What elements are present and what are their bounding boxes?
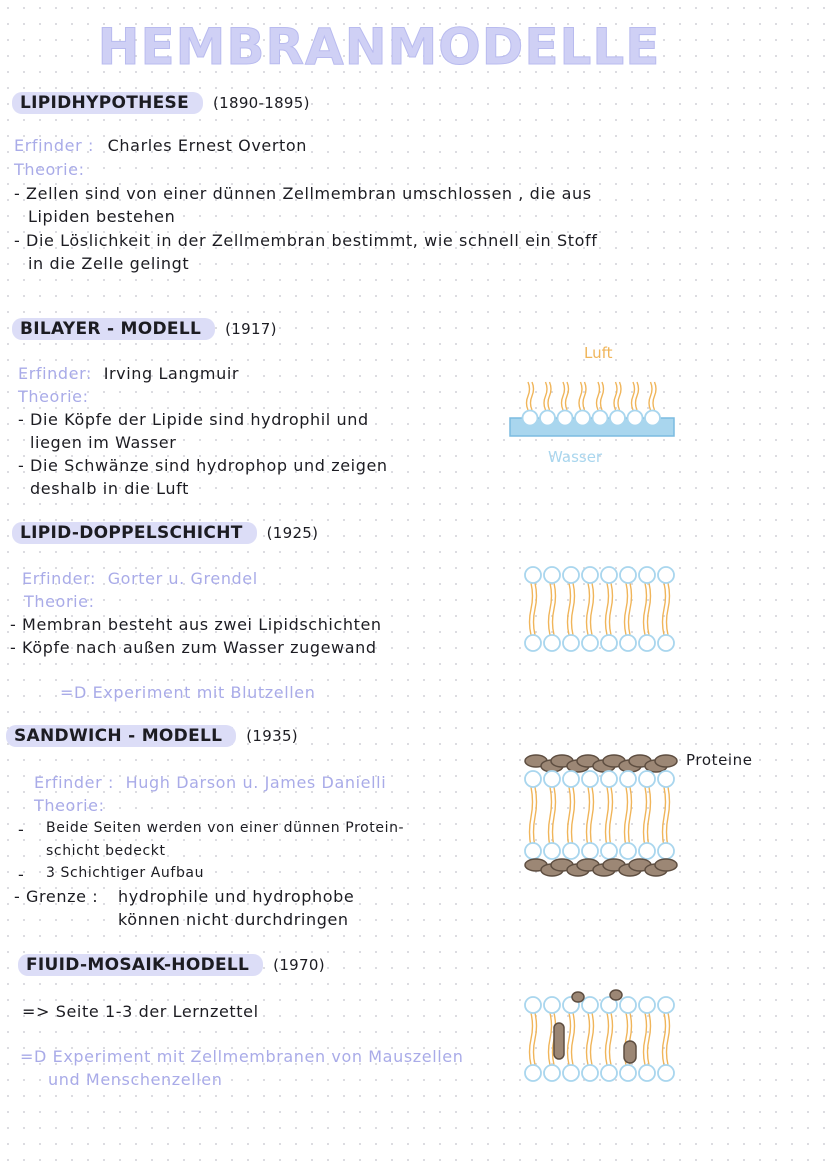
lipid-head bbox=[620, 1065, 636, 1081]
lipid-tail bbox=[549, 1013, 552, 1065]
air-label: Luft bbox=[584, 344, 613, 362]
protein-blob bbox=[655, 859, 677, 871]
lipid-head bbox=[544, 843, 560, 859]
lipid-heading-year: (1890-1895) bbox=[213, 94, 310, 112]
lipid-head bbox=[620, 843, 636, 859]
fluid-note-2: und Menschenzellen bbox=[48, 1070, 223, 1089]
bilayer-line-4: deshalb in die Luft bbox=[30, 479, 189, 498]
lipid-tail bbox=[568, 787, 571, 847]
sandwich-inventor-label: Erfinder : bbox=[34, 773, 114, 792]
lipid-head bbox=[582, 771, 598, 787]
lipid-tail bbox=[591, 787, 594, 847]
lipid-head bbox=[525, 843, 541, 859]
bilayer-line-1: - Die Köpfe der Lipide sind hydrophil und bbox=[18, 410, 369, 429]
fluid-mosaic-diagram bbox=[520, 985, 680, 1085]
lipid-tail bbox=[601, 382, 604, 410]
bilayer-heading-year: (1917) bbox=[225, 320, 277, 338]
lipid-tail bbox=[544, 382, 547, 410]
lipid-tail bbox=[562, 382, 565, 410]
lipid-tail bbox=[548, 382, 551, 410]
lipid-head bbox=[582, 567, 598, 583]
water-label: Wasser bbox=[548, 448, 603, 466]
lipid-heading-title: LIPIDHYPOTHESE bbox=[12, 92, 203, 114]
bilayer-theory-label: Theorie: bbox=[18, 387, 89, 406]
sandwich-line-3: 3 Schichtiger Aufbau bbox=[46, 865, 205, 881]
lipid-tail bbox=[527, 382, 530, 410]
lipid-head bbox=[658, 635, 674, 651]
lipid-head bbox=[658, 567, 674, 583]
sandwich-inventor-row bbox=[34, 773, 386, 792]
lipid-tail bbox=[629, 583, 632, 635]
lipid-head bbox=[544, 1065, 560, 1081]
lipid-head bbox=[563, 567, 579, 583]
lipid-head bbox=[639, 771, 655, 787]
lipid-tail bbox=[606, 583, 609, 635]
lipid-head bbox=[610, 411, 625, 426]
lipid-head bbox=[523, 411, 538, 426]
bilayer-heading-title: BILAYER - MODELL bbox=[12, 318, 215, 340]
lipid-tail bbox=[583, 382, 586, 410]
protein-integral-2 bbox=[624, 1041, 636, 1063]
lipid-head bbox=[582, 997, 598, 1013]
lipid-head bbox=[639, 843, 655, 859]
lipid-tail bbox=[610, 583, 613, 635]
bilayer-inventor-label: Erfinder: bbox=[18, 364, 92, 383]
lipid-tail bbox=[667, 787, 670, 847]
sandwich-bullet-2: - bbox=[18, 865, 25, 884]
lipid-head bbox=[593, 411, 608, 426]
lipid-tail bbox=[549, 787, 552, 847]
lipid-tail bbox=[531, 382, 534, 410]
lipid-tail bbox=[667, 583, 670, 635]
bilayer-line-2: liegen im Wasser bbox=[30, 433, 177, 452]
monolayer-diagram bbox=[500, 338, 690, 473]
lipid-tail bbox=[591, 1013, 594, 1065]
lipid-tail bbox=[653, 382, 656, 410]
sandwich-heading-year: (1935) bbox=[246, 727, 298, 745]
doppel-inventor-label: Erfinder: bbox=[22, 569, 96, 588]
lipid-tail bbox=[663, 1013, 666, 1065]
lipid-tail bbox=[553, 787, 556, 847]
protein-peripheral-2 bbox=[610, 990, 622, 1000]
lipid-head bbox=[658, 997, 674, 1013]
lipid-head bbox=[628, 411, 643, 426]
lipid-head bbox=[601, 635, 617, 651]
lipid-head bbox=[563, 843, 579, 859]
bilayer-heads bbox=[525, 567, 674, 651]
lipid-tail bbox=[553, 583, 556, 635]
lipid-head bbox=[639, 635, 655, 651]
lipid-tail bbox=[625, 583, 628, 635]
lipid-head bbox=[525, 635, 541, 651]
doppel-inventor-row bbox=[22, 569, 258, 588]
lipid-tail bbox=[566, 382, 569, 410]
lipid-head bbox=[658, 1065, 674, 1081]
lipid-head bbox=[540, 411, 555, 426]
sandwich-line-5: können nicht durchdringen bbox=[118, 910, 349, 929]
lipid-tail bbox=[549, 583, 552, 635]
lipid-tails bbox=[527, 382, 657, 410]
protein-layer-bottom bbox=[525, 859, 677, 876]
lipid-tail bbox=[606, 1013, 609, 1065]
lipid-tail bbox=[618, 382, 621, 410]
protein-peripheral-1 bbox=[572, 992, 584, 1002]
bilayer-diagram bbox=[520, 563, 680, 655]
lipid-line-2: Lipiden bestehen bbox=[28, 207, 176, 226]
lipid-head bbox=[563, 635, 579, 651]
lipid-head bbox=[544, 567, 560, 583]
lipid-tail bbox=[610, 1013, 613, 1065]
lipid-head bbox=[582, 1065, 598, 1081]
sandwich-line-2: schicht bedeckt bbox=[46, 843, 166, 859]
fluid-tails bbox=[530, 1013, 670, 1065]
doppel-theory-label: Theorie: bbox=[24, 592, 95, 611]
lipid-tail bbox=[597, 382, 600, 410]
doppel-line-2: - Köpfe nach außen zum Wasser zugewand bbox=[10, 638, 377, 657]
sandwich-heading-title: SANDWICH - MODELL bbox=[6, 725, 236, 747]
lipid-line-4: in die Zelle gelingt bbox=[28, 254, 190, 273]
lipid-tail bbox=[610, 787, 613, 847]
lipid-tail bbox=[636, 382, 639, 410]
lipid-tail bbox=[667, 1013, 670, 1065]
lipid-tail bbox=[591, 583, 594, 635]
lipid-head bbox=[525, 771, 541, 787]
lipid-head bbox=[639, 1065, 655, 1081]
lipid-head bbox=[525, 997, 541, 1013]
lipid-line-1: - Zellen sind von einer dünnen Zellmembran umschlossen , die aus bbox=[14, 184, 592, 203]
lipid-tail bbox=[629, 787, 632, 847]
lipid-inventor: Charles Ernest Overton bbox=[107, 136, 308, 155]
lipid-head bbox=[658, 771, 674, 787]
lipid-head bbox=[582, 635, 598, 651]
lipid-heading bbox=[20, 92, 310, 114]
lipid-head bbox=[639, 997, 655, 1013]
lipid-head bbox=[620, 567, 636, 583]
bilayer-tails bbox=[530, 583, 670, 635]
doppel-line-1: - Membran besteht aus zwei Lipidschichten bbox=[10, 615, 382, 634]
lipid-head bbox=[658, 843, 674, 859]
lipid-head bbox=[620, 997, 636, 1013]
lipid-inventor-label: Erfinder : bbox=[14, 136, 94, 155]
lipid-head bbox=[601, 1065, 617, 1081]
protein-blob bbox=[655, 755, 677, 767]
sandwich-heading bbox=[14, 725, 298, 747]
lipid-tail bbox=[644, 787, 647, 847]
lipid-tail bbox=[530, 583, 533, 635]
lipid-head bbox=[563, 1065, 579, 1081]
sandwich-inventor: Hugh Darson u. James Danielli bbox=[125, 773, 387, 792]
fluid-line: => Seite 1-3 der Lernzettel bbox=[22, 1002, 259, 1021]
lipid-tail bbox=[568, 583, 571, 635]
bilayer-inventor-row bbox=[18, 364, 239, 383]
lipid-tail bbox=[534, 1013, 537, 1065]
lipid-tail bbox=[568, 1013, 571, 1065]
doppel-note: =D Experiment mit Blutzellen bbox=[60, 683, 316, 702]
lipid-tail bbox=[530, 787, 533, 847]
lipid-tail bbox=[534, 787, 537, 847]
lipid-tail bbox=[606, 787, 609, 847]
lipid-tail bbox=[579, 382, 582, 410]
bilayer-heading bbox=[20, 318, 277, 340]
fluid-note-1: =D Experiment mit Zellmembranen von Mauszellen bbox=[20, 1047, 464, 1066]
lipid-tail bbox=[632, 382, 635, 410]
lipid-tail bbox=[587, 1013, 590, 1065]
lipid-head bbox=[601, 771, 617, 787]
fluid-heads bbox=[525, 997, 674, 1081]
doppel-heading-title: LIPID-DOPPELSCHICHT bbox=[12, 522, 257, 544]
lipid-head bbox=[601, 567, 617, 583]
protein-layer-top bbox=[525, 755, 677, 772]
lipid-theory-label: Theorie: bbox=[14, 160, 85, 179]
lipid-head bbox=[544, 635, 560, 651]
lipid-head bbox=[558, 411, 573, 426]
lipid-tail bbox=[534, 583, 537, 635]
lipid-head bbox=[575, 411, 590, 426]
lipid-tail bbox=[614, 382, 617, 410]
lipid-tail bbox=[648, 787, 651, 847]
bilayer-inventor: Irving Langmuir bbox=[103, 364, 240, 383]
lipid-head bbox=[525, 567, 541, 583]
fluid-heading-year: (1970) bbox=[273, 956, 325, 974]
sandwich-line-1: Beide Seiten werden von einer dünnen Protein- bbox=[46, 820, 405, 836]
doppel-heading-year: (1925) bbox=[266, 524, 319, 542]
page-title: HEMBRANMODELLE bbox=[97, 18, 661, 76]
sandwich-heads bbox=[525, 771, 674, 859]
lipid-head bbox=[639, 567, 655, 583]
lipid-head bbox=[645, 411, 660, 426]
lipid-head bbox=[563, 771, 579, 787]
lipid-tail bbox=[648, 1013, 651, 1065]
lipid-head bbox=[544, 771, 560, 787]
doppel-inventor: Gorter u. Grendel bbox=[107, 569, 258, 588]
sandwich-theory-label: Theorie: bbox=[34, 796, 105, 815]
protein-integral-1 bbox=[554, 1023, 564, 1059]
bilayer-line-3: - Die Schwänze sind hydrophop und zeigen bbox=[18, 456, 388, 475]
lipid-tail bbox=[587, 583, 590, 635]
lipid-tail bbox=[572, 787, 575, 847]
doppel-heading bbox=[20, 522, 318, 544]
lipid-line-3: - Die Löslichkeit in der Zellmembran bestimmt, wie schnell ein Stoff bbox=[14, 231, 598, 250]
sandwich-line-4: hydrophile und hydrophobe bbox=[118, 887, 355, 906]
lipid-tail bbox=[644, 1013, 647, 1065]
lipid-head bbox=[620, 635, 636, 651]
lipid-head bbox=[601, 843, 617, 859]
lipid-tail bbox=[644, 583, 647, 635]
lipid-head bbox=[544, 997, 560, 1013]
lipid-tail bbox=[587, 787, 590, 847]
lipid-tail bbox=[649, 382, 652, 410]
sandwich-bullet-1: - bbox=[18, 820, 25, 839]
lipid-tail bbox=[663, 583, 666, 635]
lipid-tail bbox=[572, 1013, 575, 1065]
sandwich-line-4-label: - Grenze : bbox=[14, 887, 99, 906]
lipid-tail bbox=[663, 787, 666, 847]
lipid-tail bbox=[648, 583, 651, 635]
sandwich-diagram bbox=[520, 745, 680, 887]
fluid-heading-title: FIUID-MOSAIK-HODELL bbox=[18, 954, 263, 976]
proteine-label: Proteine bbox=[686, 751, 753, 769]
fluid-heading bbox=[26, 954, 325, 976]
lipid-head bbox=[582, 843, 598, 859]
lipid-head bbox=[620, 771, 636, 787]
lipid-head bbox=[525, 1065, 541, 1081]
sandwich-tails bbox=[530, 787, 670, 847]
lipid-inventor-row bbox=[14, 136, 307, 155]
lipid-tail bbox=[530, 1013, 533, 1065]
lipid-tail bbox=[572, 583, 575, 635]
lipid-tail bbox=[625, 787, 628, 847]
